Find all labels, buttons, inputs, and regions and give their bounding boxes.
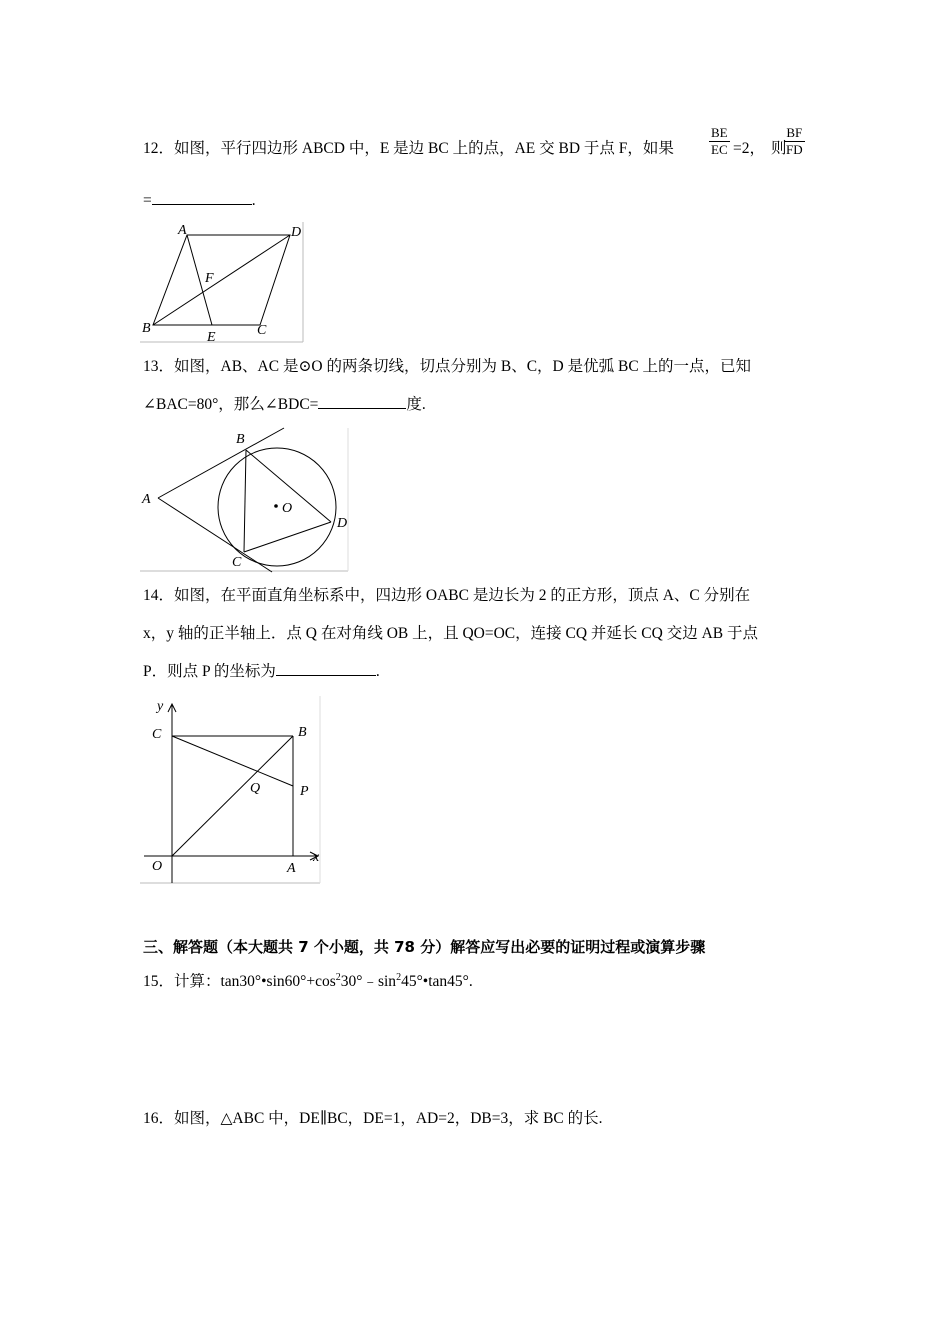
q13-line1: 13．如图，AB、AC 是⊙O 的两条切线，切点分别为 B、C，D 是优弧 BC 上的一点，已知 xyxy=(143,358,752,375)
q12-then-text: 则 xyxy=(771,140,787,157)
q13-line2-pre: ∠BAC=80°，那么∠BDC= xyxy=(143,396,319,413)
q16-line: 16．如图，△ABC 中，DE∥BC，DE=1，AD=2，DB=3，求 BC 的长. xyxy=(143,1110,603,1127)
q12-frac2-numerator: BF xyxy=(786,125,803,140)
q14-label-b: B xyxy=(298,725,307,740)
q13-label-o: O xyxy=(282,501,293,516)
q13-label-d: D xyxy=(337,516,348,531)
q14-label-p: P xyxy=(300,784,309,799)
q12-label-f: F xyxy=(205,271,214,286)
q14-line1: 14．如图，在平面直角坐标系中，四边形 OABC 是边长为 2 的正方形，顶点 A、C 分别在 xyxy=(143,587,751,604)
q13-segment-cd xyxy=(244,522,331,552)
q15-pre: 15．计算：tan30°•sin60°+cos xyxy=(143,973,336,990)
q12-text xyxy=(143,139,674,159)
q14-label-o: O xyxy=(152,859,163,874)
q14-label-c: C xyxy=(152,727,162,742)
q14-label-a: A xyxy=(287,861,296,876)
q12-fraction-be-ec xyxy=(709,125,730,158)
q13-line2-post: 度. xyxy=(406,396,426,413)
q12-frac1-numerator: BE xyxy=(711,125,728,140)
q15-sup2: 2 xyxy=(396,971,402,983)
q12-label-e: E xyxy=(207,330,216,345)
q12-label-b: B xyxy=(142,321,151,336)
q13-center-point xyxy=(274,504,278,508)
q15-post: 45°•tan45°. xyxy=(401,973,473,990)
q12-frac2-denominator: FD xyxy=(786,142,803,157)
q15-line xyxy=(143,972,473,992)
q12-answer-line xyxy=(143,190,256,211)
q12-label-a: A xyxy=(178,223,187,238)
q14-line3-post: . xyxy=(375,663,380,680)
q14-line2: x，y 轴的正半轴上．点 Q 在对角线 OB 上，且 QO=OC，连接 CQ 并延长 CQ 交边 AB 于点 xyxy=(143,625,758,642)
q12-frac1-denominator: EC xyxy=(711,142,728,157)
q12-label-c: C xyxy=(257,323,267,338)
q13-answer-blank[interactable] xyxy=(318,394,406,409)
q15-sup1: 2 xyxy=(335,971,341,983)
q12-eq2-text: =2， xyxy=(733,140,765,157)
q12-stem: 12．如图，平行四边形 ABCD 中，E 是边 BC 上的点，AE 交 BD 于点 F，如果 xyxy=(143,140,674,157)
section3-heading: 三、解答题（本大题共 7 个小题，共 78 分）解答应写出必要的证明过程或演算步骤 xyxy=(143,938,706,956)
q12-label-d: D xyxy=(291,225,302,240)
q14-label-q: Q xyxy=(250,781,261,796)
q14-line3-pre: P．则点 P 的坐标为 xyxy=(143,663,276,680)
q12-period: . xyxy=(251,192,256,209)
q13-label-a: A xyxy=(142,492,151,507)
q14-label-y: y xyxy=(157,699,164,714)
q13-line2 xyxy=(143,394,426,415)
q13-label-c: C xyxy=(232,555,242,570)
q12-answer-blank[interactable] xyxy=(152,190,252,205)
q15-mid: 30°﹣sin xyxy=(340,973,397,990)
q13-segment-bc xyxy=(244,450,246,552)
q14-diagonal-ob xyxy=(172,736,293,856)
q14-label-x: x xyxy=(313,850,320,865)
q12-segment-bd xyxy=(153,235,290,325)
q13-tangent-ac xyxy=(158,498,272,572)
q12-parallelogram-figure xyxy=(140,222,305,344)
q13-label-b: B xyxy=(236,432,245,447)
q12-equals-two xyxy=(733,139,787,159)
q12-eq-text: = xyxy=(143,192,152,209)
q14-square-figure xyxy=(140,696,325,886)
q12-fraction-bf-fd xyxy=(784,125,805,158)
q14-segment-cp xyxy=(172,736,293,786)
q14-answer-blank[interactable] xyxy=(276,661,376,676)
q14-line3 xyxy=(143,661,380,682)
q13-circle-figure xyxy=(140,428,350,573)
